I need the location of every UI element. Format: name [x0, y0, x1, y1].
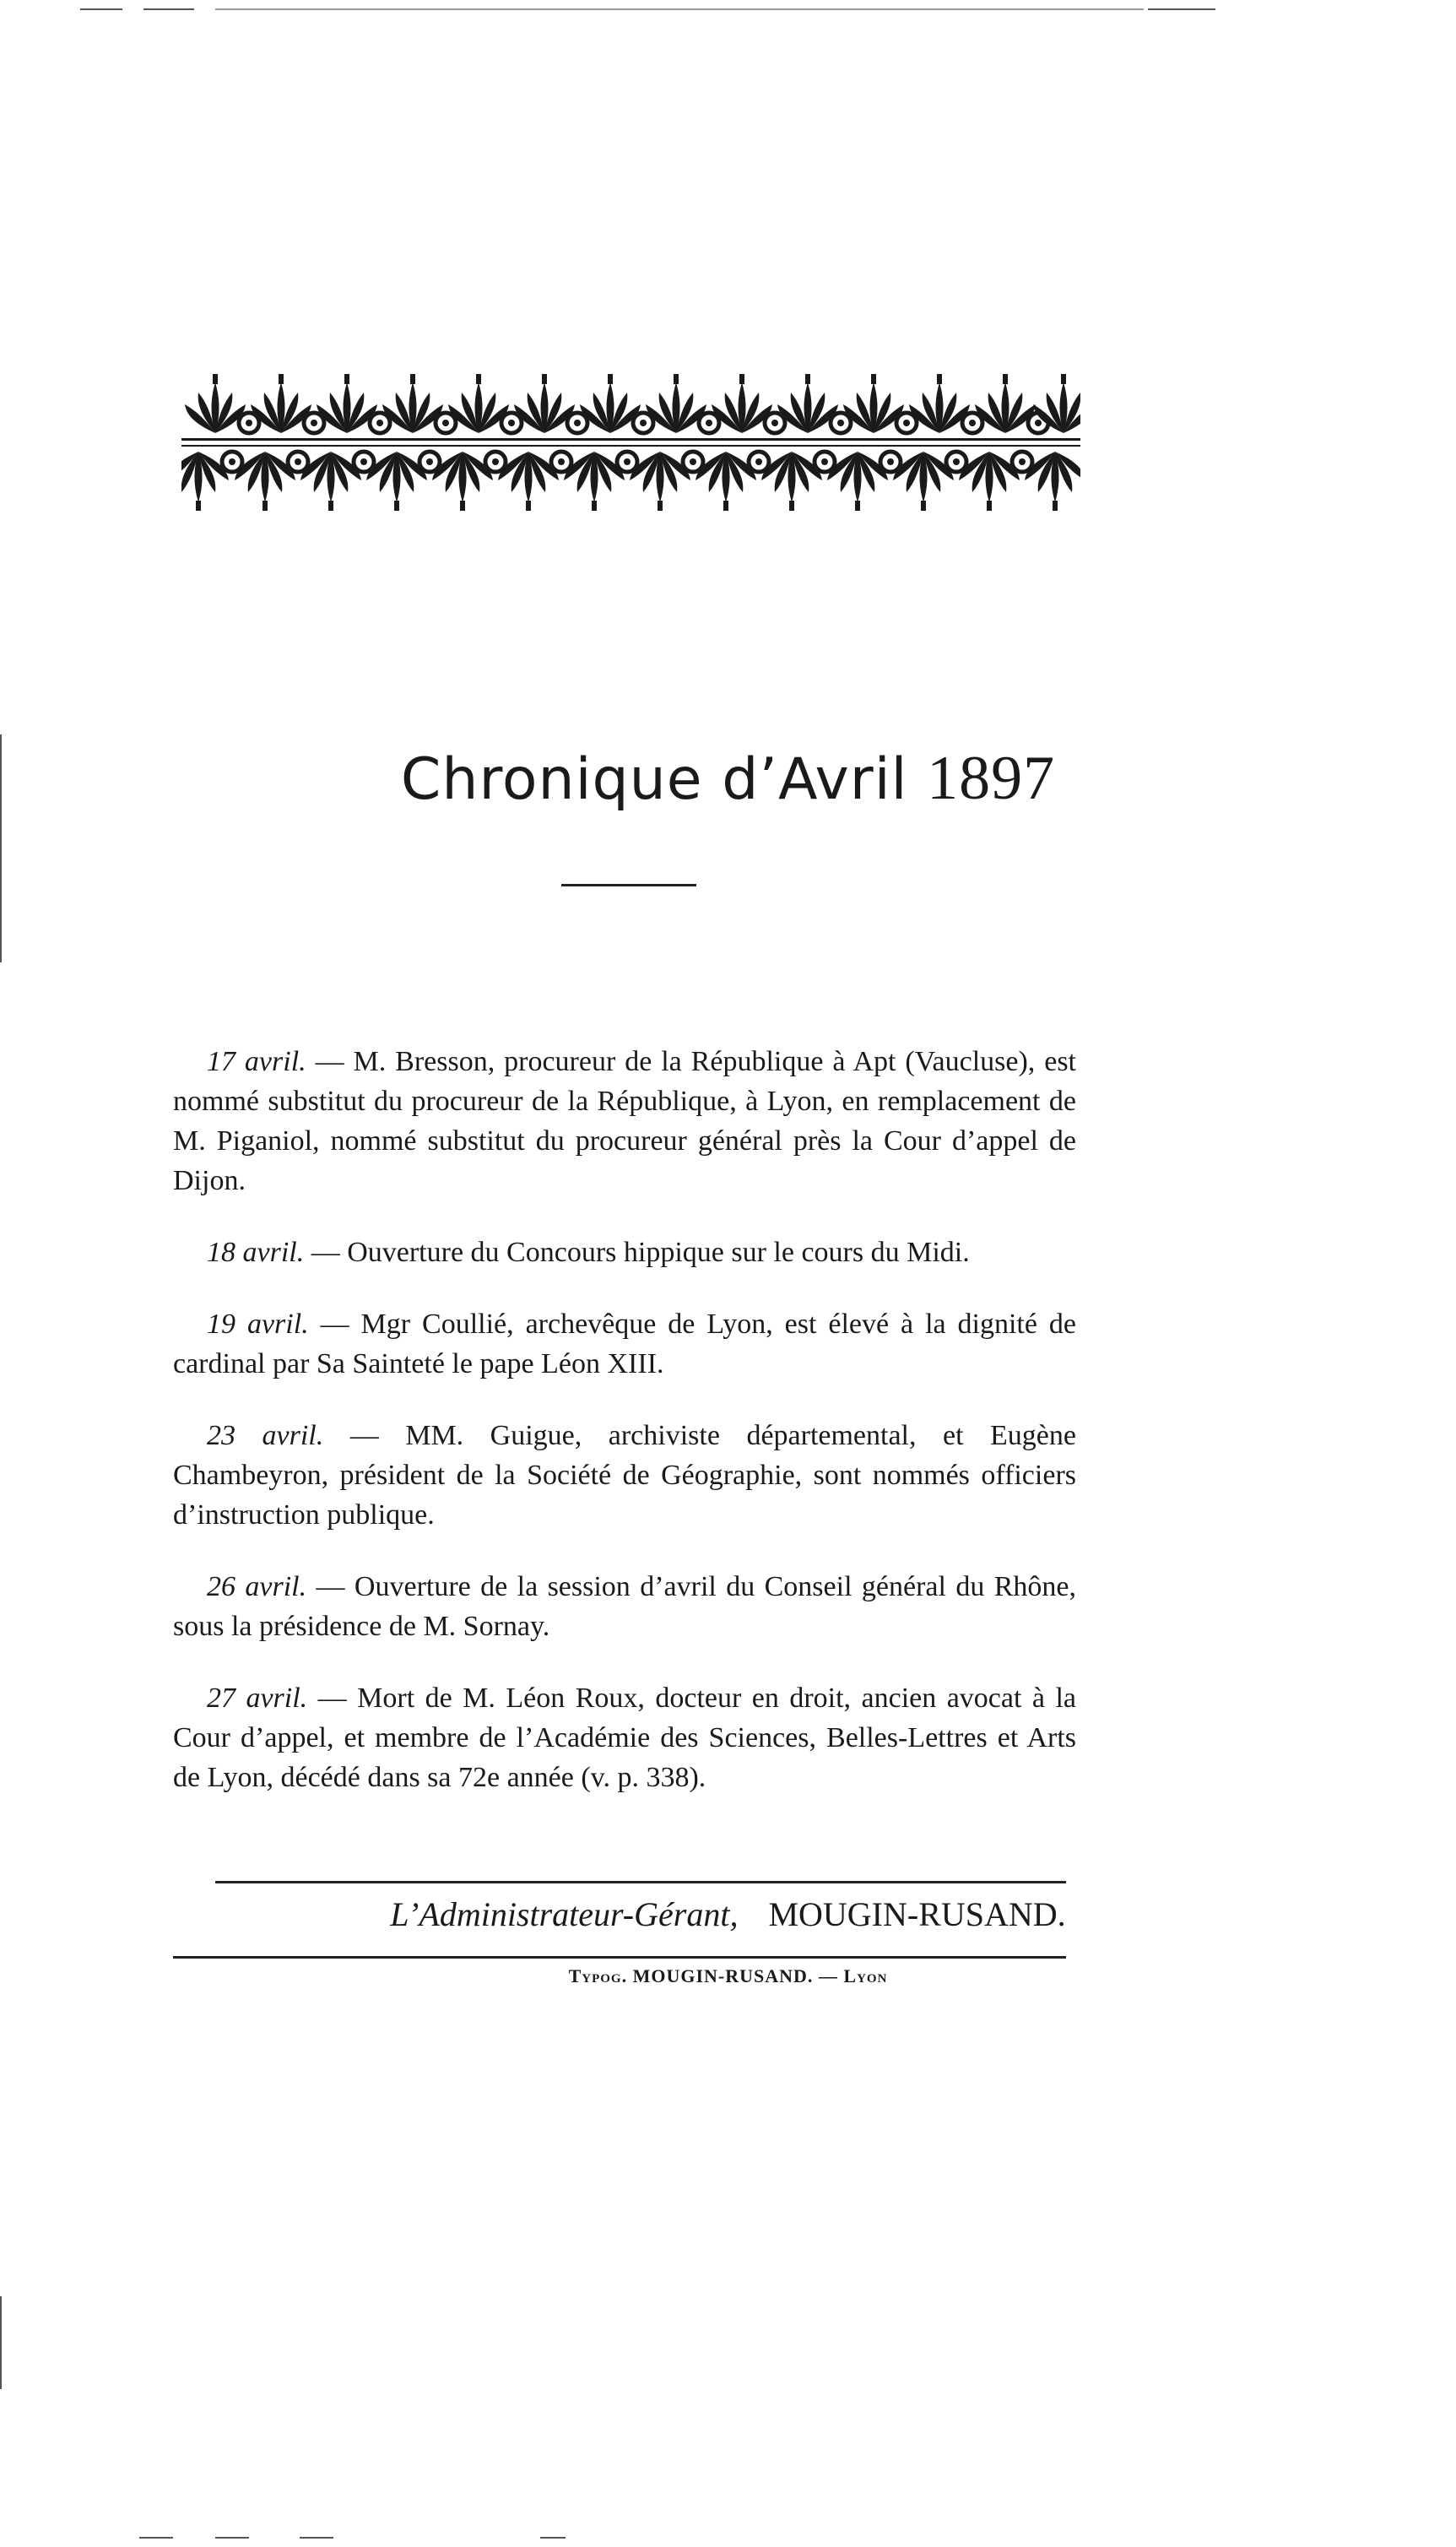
- signature-role: L’Administrateur-Gérant,: [390, 1895, 739, 1933]
- scan-mark-top: [80, 8, 122, 10]
- page-title: [0, 743, 1456, 815]
- title-year: 1897: [927, 744, 1056, 813]
- signature-line: [0, 1891, 1456, 1938]
- printer-city: Lyon: [843, 1965, 888, 1986]
- entry-date: 17 avril.: [207, 1046, 306, 1077]
- scan-mark-bottom: [300, 2537, 333, 2539]
- title-divider: [561, 884, 696, 886]
- entry-date: 27 avril.: [207, 1683, 308, 1714]
- scan-mark-top: [1148, 8, 1215, 10]
- printer-imprint: [0, 1965, 1456, 1987]
- scan-mark-left: [0, 2296, 2, 2389]
- signature-rule-bottom: [173, 1956, 1066, 1959]
- printer-separator: —: [818, 1965, 838, 1986]
- chronicle-entry: [173, 1304, 1076, 1384]
- entry-date: 23 avril.: [207, 1420, 324, 1451]
- entry-text: — M. Bresson, procureur de la République à Apt (Vaucluse), est nommé substitut du procureur de la République, à Lyon, en remplacement de M. Piganiol, nommé substitut du procureur général près la Cour d’appel de Dijon.: [173, 1046, 1076, 1196]
- printer-prefix: Typog.: [568, 1965, 628, 1986]
- chronicle-entry: [173, 1678, 1076, 1797]
- entry-date: 26 avril.: [207, 1571, 307, 1602]
- chronicle-entries: [173, 1013, 1076, 1829]
- entry-text: — Mort de M. Léon Roux, docteur en droit, ancien avocat à la Cour d’appel, et membre de l’Académie des Sciences, Belles-Lettres et Arts de Lyon, décédé dans sa 72e année (v. p. 338).: [173, 1683, 1077, 1793]
- scan-mark-top: [215, 8, 1144, 10]
- chronicle-entry: [173, 1567, 1076, 1646]
- printer-name: MOUGIN-RUSAND.: [632, 1965, 814, 1986]
- scan-mark-top: [143, 8, 194, 10]
- entry-text: — Ouverture de la session d’avril du Conseil général du Rhône, sous la présidence de M. Sornay.: [173, 1571, 1077, 1642]
- scan-mark-bottom: [215, 2537, 249, 2539]
- entry-text: — Ouverture du Concours hippique sur le cours du Midi.: [311, 1237, 970, 1268]
- signature-rule-top: [215, 1881, 1066, 1883]
- entry-text: — MM. Guigue, archiviste départemental, et Eugène Chambeyron, président de la Société de Géographie, sont nommés officiers d’instruction publique.: [173, 1420, 1076, 1531]
- scan-mark-bottom: [139, 2537, 173, 2539]
- scan-mark-bottom: [540, 2537, 566, 2539]
- title-text: Chronique d’Avril: [400, 746, 908, 813]
- entry-date: 19 avril.: [207, 1309, 309, 1340]
- chronicle-entry: [173, 1233, 1076, 1272]
- signature-name: MOUGIN-RUSAND.: [768, 1895, 1066, 1933]
- chronicle-entry: [173, 1416, 1076, 1535]
- entry-text: — Mgr Coullié, archevêque de Lyon, est élevé à la dignité de cardinal par Sa Sainteté le pape Léon XIII.: [173, 1309, 1077, 1379]
- chronicle-entry: [173, 1042, 1076, 1200]
- ornamental-band: [181, 359, 1080, 528]
- entry-date: 18 avril.: [207, 1237, 305, 1268]
